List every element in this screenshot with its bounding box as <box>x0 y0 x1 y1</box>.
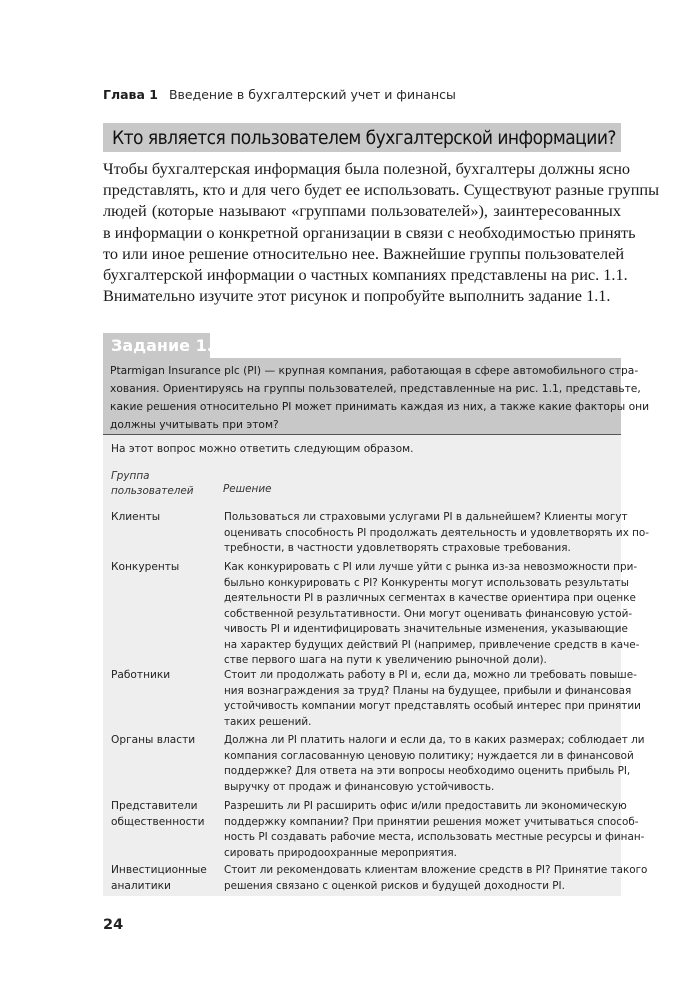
page-number: 24 <box>103 917 124 933</box>
column-header-decision: Решение <box>223 483 272 495</box>
question-line: хования. Ориентируясь на группы пользователей, представленные на рис. 1.1, представьте, <box>110 382 641 395</box>
decision-line: деятельности PI в различных сегментах в качестве ориентира при оценке <box>224 592 636 604</box>
task-header <box>103 333 224 358</box>
question-line: Ptarmigan Insurance plc (PI) — крупная компания, работающая в сфере автомобильного стра- <box>110 364 639 377</box>
decision-line: компания согласованную ценовую политику; нуждается ли в финансовой <box>224 749 634 762</box>
task-question-box <box>103 358 650 435</box>
body-line: то или иное решение относительно нее. Важнейшие группы пользователей <box>103 243 625 263</box>
body-line: представлять, кто и для чего будет ее использовать. Существуют разные группы <box>103 180 660 200</box>
answer-intro: На этот вопрос можно ответить следующим образом. <box>111 443 414 455</box>
decision-line: поддержке? Для ответа на эти вопросы необходимо оценить прибыль PI, <box>224 765 631 777</box>
decision <box>224 863 648 894</box>
decision <box>224 560 640 669</box>
decision <box>224 799 645 861</box>
decision-line: таких решений. <box>224 715 312 728</box>
body-line: людей (которые называют «группами пользователей»), заинтересованных <box>103 201 621 221</box>
user-group <box>111 799 215 830</box>
question-line: какие решения относительно PI может принимать каждая из них, а также какие факторы они <box>110 400 650 413</box>
decision <box>224 733 645 795</box>
body-line: бухгалтерской информации о частных компаниях представлены на рис. 1.1. <box>103 265 628 285</box>
task-title: Задание 1.1 <box>111 336 224 355</box>
column-header-group <box>111 469 194 499</box>
question-line: должны учитывать при этом? <box>110 418 279 431</box>
decision-line: Стоит ли рекомендовать клиентам вложение средств в PI? Принятие такого <box>224 864 648 876</box>
user-group-line: Инвестиционные <box>111 864 207 876</box>
decision-line: на характер будущих действий PI (например, привлечение средств в каче- <box>224 638 640 651</box>
decision-line: Пользоваться ли страховыми услугами PI в дальнейшем? Клиенты могут <box>224 511 628 523</box>
task-question <box>110 362 650 434</box>
decision-line: стве первого шага на пути к увеличению рыночной доли). <box>224 654 547 666</box>
body-paragraph <box>103 158 660 306</box>
user-group-line: Представители <box>111 800 198 812</box>
user-group: Конкуренты <box>111 561 180 573</box>
chapter-title: Введение в бухгалтерский учет и финансы <box>168 87 456 102</box>
decision-line: поддержку компании? При принятии решения может учитываться способ- <box>224 815 639 828</box>
decision-line: собственной результативности. Они могут оценивать финансовую устой- <box>224 607 633 620</box>
user-group-line: общественности <box>111 815 205 828</box>
decision-line: сировать природоохранные мероприятия. <box>224 846 457 859</box>
section-heading-bar <box>103 123 621 152</box>
user-group <box>111 863 215 894</box>
decision-line: Должна ли PI платить налоги и если да, то в каких размерах; соблюдает ли <box>224 734 645 746</box>
decision-line: Разрешить ли PI расширить офис и/или предоставить ли экономическую <box>224 800 627 812</box>
decision-line: решения связано с оценкой рисков и будущей доходности PI. <box>224 879 565 892</box>
user-group: Органы власти <box>111 734 196 746</box>
decision-line: ния вознаграждения за труд? Планы на будущее, прибыли и финансовая <box>224 684 632 697</box>
user-group: Работники <box>111 669 171 681</box>
column-header-group-line: Группа <box>111 470 150 482</box>
task-answer-box <box>103 435 650 896</box>
body-line: Внимательно изучите этот рисунок и попробуйте выполнить задание 1.1. <box>103 286 611 306</box>
column-header-group-line: пользователей <box>111 485 194 497</box>
user-group-line: аналитики <box>111 879 171 892</box>
running-head <box>103 87 456 102</box>
decision-line: оценивать способность PI продолжать деятельность и удовлетворять их по- <box>224 526 650 539</box>
decision-line: устойчивость компании могут представлять особый интерес при принятии <box>224 700 641 712</box>
decision-line: выручку от продаж и финансовую устойчивость. <box>224 780 495 793</box>
decision-line: быльно конкурировать с PI? Конкуренты могут использовать результаты <box>224 576 629 589</box>
body-line: в информации о конкретной организации в связи с необходимостью принять <box>103 222 636 242</box>
section-title: Кто является пользователем бухгалтерской информации? <box>112 127 616 149</box>
decision-line: Как конкурировать с PI или лучше уйти с рынка из-за невозможности при- <box>224 561 638 573</box>
decision-line: требности, в частности удовлетворять страховые требования. <box>224 542 571 554</box>
decision-line: чивость PI и идентифицировать значительные изменения, указывающие <box>224 623 628 635</box>
decision-line: Стоит ли продолжать работу в PI и, если да, можно ли требовать повыше- <box>224 669 637 681</box>
user-group: Клиенты <box>111 511 161 523</box>
decision-line: ность PI создавать рабочие места, использовать местные ресурсы и финан- <box>224 831 645 843</box>
body-line: Чтобы бухгалтерская информация была полезной, бухгалтеры должны ясно <box>103 159 631 178</box>
decision <box>224 510 650 557</box>
decision <box>224 668 641 730</box>
chapter-label: Глава 1 <box>103 87 158 102</box>
